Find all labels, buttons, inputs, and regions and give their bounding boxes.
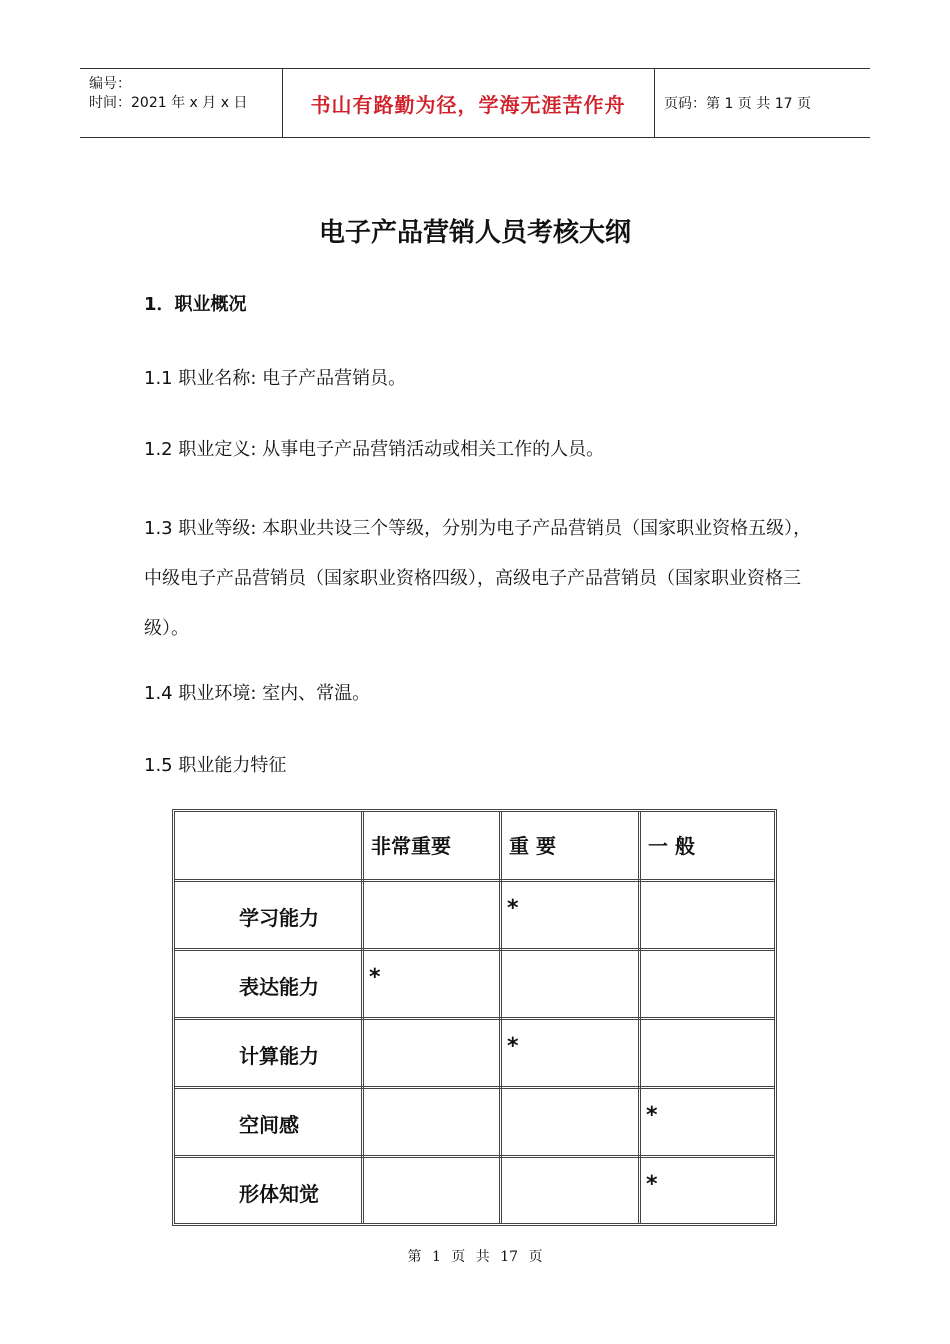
- table-header-important: 重 要: [509, 834, 556, 858]
- paragraph-1-4: 1.4 职业环境: 室内、常温。: [144, 683, 371, 704]
- document-title: 电子产品营销人员考核大纲: [318, 218, 631, 248]
- table-row-label: 学习能力: [239, 906, 319, 930]
- rating-mark: *: [507, 1034, 519, 1059]
- paragraph-1-2: 1.2 职业定义: 从事电子产品营销活动或相关工作的人员。: [144, 439, 605, 460]
- header-page-cell: [654, 69, 870, 137]
- paragraph-1-5: 1.5 职业能力特征: [144, 755, 287, 776]
- header-page-info: 页码：第 1 页 共 17 页: [664, 96, 811, 112]
- header-motto-cell: [282, 69, 655, 137]
- table-divider: [175, 1017, 774, 1020]
- paragraph-1-3: 1.3 职业等级: 本职业共设三个等级，分别为电子产品营销员（国家职业资格五级），中级电子产品营销员（国家职业资格四级），高级电子产品营销员（国家职业资格三级）。: [144, 518, 812, 639]
- ability-table: [172, 809, 777, 1226]
- rating-mark: *: [646, 1103, 658, 1128]
- table-row-label: 计算能力: [239, 1044, 319, 1068]
- section-heading: 1．职业概况: [144, 294, 247, 315]
- rating-mark: *: [507, 896, 519, 921]
- page-footer: 第 1 页 共 17 页: [407, 1249, 543, 1265]
- doc-time-label: 时间：2021 年 x 月 x 日: [89, 95, 248, 111]
- table-header-general: 一 般: [648, 834, 695, 858]
- table-row-label: 表达能力: [239, 975, 319, 999]
- table-divider: [175, 879, 774, 882]
- table-row-label: 空间感: [239, 1113, 299, 1137]
- table-divider: [175, 1086, 774, 1089]
- rating-mark: *: [369, 965, 381, 990]
- paragraph-1-1: 1.1 职业名称: 电子产品营销员。: [144, 368, 407, 389]
- header-left-cell: [80, 69, 283, 137]
- table-row-label: 形体知觉: [239, 1182, 319, 1206]
- table-divider: [175, 948, 774, 951]
- doc-number-label: 编号：: [89, 76, 131, 92]
- rating-mark: *: [646, 1172, 658, 1197]
- table-divider: [175, 1155, 774, 1158]
- header-motto: 书山有路勤为径，学海无涯苦作舟: [310, 92, 626, 117]
- table-header-very-important: 非常重要: [371, 834, 451, 858]
- document-header: [80, 68, 870, 138]
